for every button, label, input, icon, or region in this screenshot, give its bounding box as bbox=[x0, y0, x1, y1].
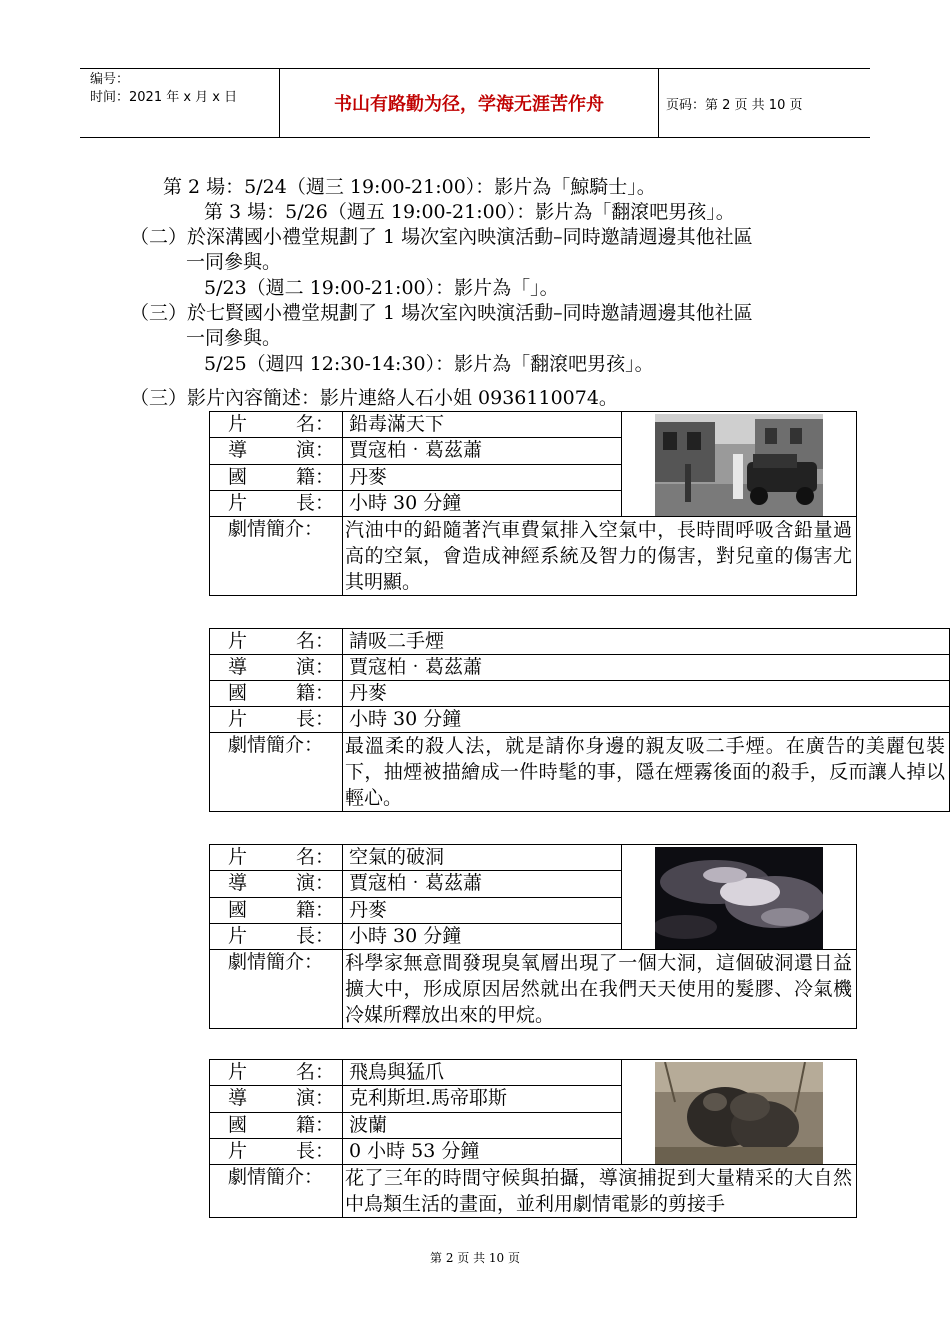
label-director: 導 bbox=[228, 439, 248, 462]
label-length: 片 bbox=[228, 924, 248, 947]
schedule-line-2: 第 2 場：5/24（週三 19:00-21:00）：影片為「鯨騎士」。 bbox=[163, 176, 656, 198]
label-synopsis: 劇情簡介： bbox=[210, 950, 343, 1029]
label-length: 片 bbox=[228, 491, 248, 514]
film-table-2: 片 名： 請吸二手煙 導 演： 賈寇柏‧葛茲蕭 國 籍： 丹麥 片 長： 小時 30 分鐘 劇情簡介： 最溫柔的殺人法，就是請你身邊的親友吸二手煙。在廣告的美麗包裝下，抽煙被描繪成一件時髦的事，隱在煙霧後面的殺手，反而讓人掉以輕心。 bbox=[209, 628, 950, 812]
film-synopsis: 汽油中的鉛隨著汽車費氣排入空氣中，長時間呼吸含鉛量過高的空氣，會造成神經系統及智力的傷害，對兒童的傷害尤其明顯。 bbox=[343, 517, 857, 596]
label-length: 片 bbox=[228, 1139, 248, 1162]
label-title: 片 bbox=[228, 1061, 248, 1083]
film-country: 丹麥 bbox=[343, 897, 622, 923]
header-motto: 书山有路勤为径，学海无涯苦作舟 bbox=[280, 69, 659, 137]
film-director: 賈寇柏‧葛茲蕭 bbox=[343, 655, 950, 681]
section-3-schedule: 5/25（週四 12:30-14:30）：影片為「翻滾吧男孩」。 bbox=[204, 353, 654, 375]
film-table-4: 片 名： 飛鳥與猛爪 導 演： 克利斯坦.馬帝耶斯 國 籍： 波蘭 片 長： 0 小時 53 分鐘 劇情簡介： 花了三年的時間守候與拍攝，導演捕捉到大量精采的大自然中鳥類生活的畫面，並利用劇情電影的剪接手 bbox=[209, 1059, 857, 1218]
label-director: 導 bbox=[228, 872, 248, 895]
film-director: 賈寇柏‧葛茲蕭 bbox=[343, 871, 622, 897]
label-director: 導 bbox=[228, 656, 248, 678]
label-country: 國 bbox=[228, 1113, 248, 1136]
film-title: 請吸二手煙 bbox=[343, 629, 950, 655]
film-title: 鉛毒滿天下 bbox=[343, 412, 622, 438]
film-table-3: 片 名： 空氣的破洞 導 演： 賈寇柏‧葛茲蕭 國 籍： 丹麥 片 長： 小時 30 分鐘 劇情簡介： 科學家無意間發現臭氧層出現了一個大洞，這個破洞還日益擴大中，形成原因居然就出在我們天天使用的髮膠、冷氣機冷媒所釋放出來的甲烷。 bbox=[209, 844, 857, 1029]
page-footer: 第 2 页 共 10 页 bbox=[430, 1251, 520, 1265]
film-still-car-image bbox=[655, 414, 823, 516]
film-director: 賈寇柏‧葛茲蕭 bbox=[343, 438, 622, 464]
section-2-schedule: 5/23（週二 19:00-21:00）：影片為「」。 bbox=[204, 277, 559, 299]
label-country: 國 bbox=[228, 682, 248, 704]
film-still-cell bbox=[622, 412, 857, 517]
label-country: 國 bbox=[228, 898, 248, 921]
film-synopsis: 花了三年的時間守候與拍攝，導演捕捉到大量精采的大自然中鳥類生活的畫面，並利用劇情電影的剪接手 bbox=[343, 1165, 857, 1218]
film-length: 0 小時 53 分鐘 bbox=[343, 1138, 622, 1164]
film-country: 波蘭 bbox=[343, 1112, 622, 1138]
section-2-continued: 一同參與。 bbox=[186, 251, 282, 273]
film-length: 小時 30 分鐘 bbox=[343, 490, 622, 516]
label-synopsis: 劇情簡介： bbox=[210, 517, 343, 596]
label-synopsis: 劇情簡介： bbox=[210, 733, 343, 812]
date-label: 时间：2021 年 x 月 x 日 bbox=[90, 90, 238, 105]
film-still-cell bbox=[622, 845, 857, 950]
film-length: 小時 30 分鐘 bbox=[343, 707, 950, 733]
label-synopsis: 劇情簡介： bbox=[210, 1165, 343, 1218]
schedule-line-3: 第 3 場：5/26（週五 19:00-21:00）：影片為「翻滾吧男孩」。 bbox=[204, 201, 735, 223]
film-country: 丹麥 bbox=[343, 464, 622, 490]
film-still-birds-image bbox=[655, 1062, 823, 1164]
film-still-cell bbox=[622, 1060, 857, 1165]
film-length: 小時 30 分鐘 bbox=[343, 923, 622, 949]
number-label: 编号： bbox=[90, 72, 130, 87]
header-meta bbox=[80, 69, 280, 137]
film-title: 空氣的破洞 bbox=[343, 845, 622, 871]
label-title: 片 bbox=[228, 413, 248, 435]
film-synopsis: 最溫柔的殺人法，就是請你身邊的親友吸二手煙。在廣告的美麗包裝下，抽煙被描繪成一件時髦的事，隱在煙霧後面的殺手，反而讓人掉以輕心。 bbox=[343, 733, 950, 812]
section-3-continued: 一同參與。 bbox=[186, 327, 282, 349]
film-synopsis: 科學家無意間發現臭氧層出現了一個大洞，這個破洞還日益擴大中，形成原因居然就出在我們天天使用的髮膠、冷氣機冷媒所釋放出來的甲烷。 bbox=[343, 950, 857, 1029]
film-director: 克利斯坦.馬帝耶斯 bbox=[343, 1086, 622, 1112]
label-title: 片 bbox=[228, 846, 248, 868]
page-header bbox=[80, 68, 870, 138]
film-title: 飛鳥與猛爪 bbox=[343, 1060, 622, 1086]
section-3-heading: （三）於七賢國小禮堂規劃了 1 場次室內映演活動–同時邀請週邊其他社區 bbox=[130, 302, 753, 324]
film-summary-heading: （三）影片內容簡述：影片連絡人石小姐 0936110074。 bbox=[130, 387, 618, 409]
film-still-sky-image bbox=[655, 847, 823, 949]
header-page-label: 页码：第 2 页 共 10 页 bbox=[666, 97, 803, 113]
label-title: 片 bbox=[228, 630, 248, 652]
film-country: 丹麥 bbox=[343, 681, 950, 707]
section-2-heading: （二）於深溝國小禮堂規劃了 1 場次室內映演活動–同時邀請週邊其他社區 bbox=[130, 226, 753, 248]
label-country: 國 bbox=[228, 465, 248, 488]
label-director: 導 bbox=[228, 1087, 248, 1110]
film-table-1: 片 名： 鉛毒滿天下 導 演： 賈寇柏‧葛茲蕭 國 籍： 丹麥 片 長： 小時 30 分鐘 劇情簡介： 汽油中的鉛隨著汽車費氣排入空氣中，長時間呼吸含鉛量過高的空氣，會造成神經系統及智力的傷害，對兒童的傷害尤其明顯。 bbox=[209, 411, 857, 596]
label-length: 片 bbox=[228, 708, 248, 730]
